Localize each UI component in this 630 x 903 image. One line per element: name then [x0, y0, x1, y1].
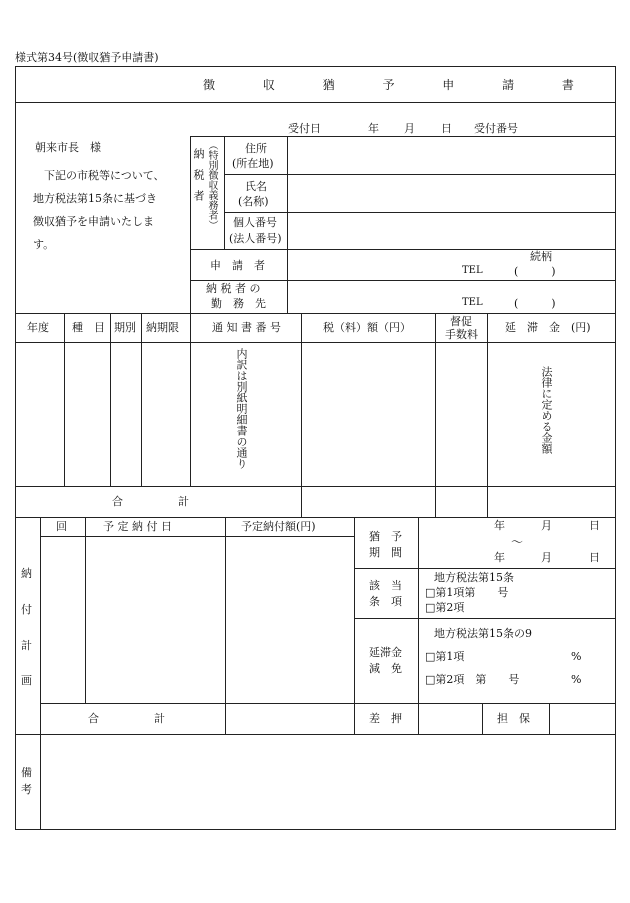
plan-section-label-1: 納 — [21, 567, 32, 580]
plan-total-label: 合 計 — [88, 712, 165, 725]
plan-section-label-3: 計 — [21, 639, 32, 652]
deferral-label-1: 猶 予 — [369, 530, 402, 543]
deferral-from-month: 月 — [541, 519, 552, 532]
plan-header-date: 予 定 納 付 日 — [103, 520, 172, 533]
plan-header-amount: 予定納付額(円) — [241, 520, 316, 533]
col-header-notice-number: 通 知 書 番 号 — [212, 321, 281, 334]
statement-line-4: す。 — [33, 238, 55, 251]
deferral-label-2: 期 間 — [369, 546, 402, 559]
plan-header-round: 回 — [56, 520, 67, 533]
reduction-option-2-percent: % — [571, 673, 582, 686]
form-title: 徴 収 猶 予 申 請 書 — [203, 78, 596, 92]
workplace-tel-label: TEL — [462, 297, 483, 308]
statement-line-3: 徴収猶予を申請いたしま — [33, 215, 154, 228]
reception-day: 日 — [441, 122, 452, 135]
workplace-label-1: 納 税 者 の — [206, 282, 261, 295]
reception-date-label: 受付日 — [288, 122, 321, 135]
deferral-tilde: ～ — [511, 535, 524, 549]
deferral-to-month: 月 — [541, 551, 552, 564]
seizure-label: 差 押 — [369, 712, 402, 725]
workplace-tel-paren: ( ) — [514, 297, 556, 310]
applicant-relation-label: 続柄 — [530, 250, 552, 263]
personal-number-sub-label: (法人番号) — [229, 232, 282, 245]
collateral-label: 担 保 — [497, 712, 530, 725]
applicant-label: 申 請 者 — [210, 259, 265, 272]
workplace-label-2: 勤 務 先 — [211, 297, 266, 310]
tax-table-total-label: 合 計 — [112, 495, 189, 508]
col-header-item: 種 目 — [72, 321, 105, 334]
reception-number-label: 受付番号 — [474, 122, 518, 135]
personal-number-label: 個人番号 — [233, 216, 277, 229]
reception-year: 年 — [368, 122, 379, 135]
reduction-label-1: 延滞金 — [369, 646, 402, 659]
remarks-label-2: 考 — [21, 783, 32, 796]
col-header-tax-amount: 税（料）額（円） — [323, 321, 411, 334]
addressee: 朝来市長 様 — [35, 141, 101, 154]
reduction-option-1-percent: % — [571, 650, 582, 663]
col-header-reminder: 督促 — [450, 315, 472, 328]
remarks-label-1: 備 — [21, 766, 32, 779]
name-label: 氏名 — [245, 180, 267, 193]
address-sub-label: (所在地) — [232, 157, 274, 170]
col-header-fee: 手数料 — [445, 328, 478, 341]
deferral-to-year: 年 — [494, 551, 505, 564]
reduction-option-2[interactable]: □第2項 第 号 — [425, 673, 520, 686]
col-header-period: 期別 — [114, 321, 136, 334]
reduction-option-1[interactable]: □第1項 — [425, 650, 465, 663]
statement-line-1: 下記の市税等について、 — [44, 169, 165, 182]
applicant-tel-label: TEL — [462, 265, 483, 276]
applicant-tel-paren: ( ) — [514, 265, 556, 278]
plan-section-label-2: 付 — [21, 603, 32, 616]
col-header-due-date: 納期限 — [146, 321, 179, 334]
deferral-from-day: 日 — [589, 519, 600, 532]
deferral-to-day: 日 — [589, 551, 600, 564]
article-label-2: 条 項 — [369, 595, 402, 608]
article-label-1: 該 当 — [369, 579, 402, 592]
deferral-from-year: 年 — [494, 519, 505, 532]
reduction-law: 地方税法第15条の9 — [434, 627, 532, 640]
law-amount-note: 法律に定める金額 — [540, 366, 553, 454]
plan-section-label-4: 画 — [21, 674, 32, 687]
form-number: 様式第34号(徴収猶予申請書) — [15, 51, 159, 64]
name-sub-label: (名称) — [238, 195, 269, 208]
article-option-1[interactable]: □第1項第 号 — [425, 586, 509, 599]
address-label: 住所 — [245, 142, 267, 155]
article-option-2[interactable]: □第2項 — [425, 601, 465, 614]
statement-line-2: 地方税法第15条に基づき — [33, 192, 157, 205]
col-header-delinquency: 延 滞 金 (円) — [505, 321, 591, 334]
col-header-year: 年度 — [27, 321, 49, 334]
breakdown-note: 内訳は別紙明細書の通り — [235, 348, 248, 469]
article-law: 地方税法第15条 — [434, 571, 514, 584]
taxpayer-group-sub: （特別徴収義務者） — [206, 140, 217, 230]
reduction-label-2: 減 免 — [369, 662, 402, 675]
reception-month: 月 — [404, 122, 415, 135]
taxpayer-group-label: 納税者 — [192, 148, 205, 211]
